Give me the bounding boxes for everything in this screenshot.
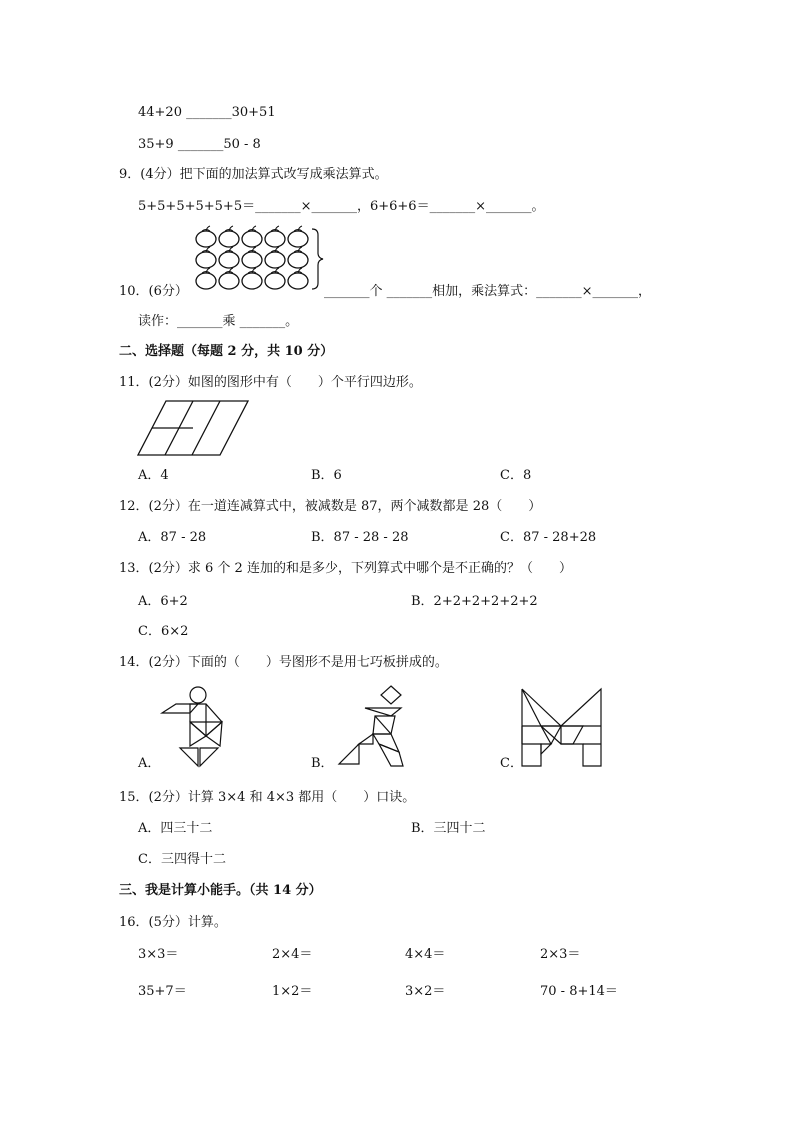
q13-stem: 13．(2分）求 6 个 2 连加的和是多少，下列算式中哪个是不正确的？（ ） (119, 561, 572, 576)
tangram-figure-b (335, 686, 407, 768)
q14-stem: 14．(2分）下面的（ ）号图形不是用七巧板拼成的。 (119, 655, 448, 670)
parallelogram-figure (138, 400, 250, 456)
apple-icon (288, 268, 308, 289)
apple-icon (288, 226, 308, 247)
q16-r1-c3: 4×4＝ (405, 947, 446, 962)
q12-option-b[interactable]: B．87 - 28 - 28 (311, 530, 409, 545)
apple-icon (196, 268, 216, 289)
q15-stem: 15．(2分）计算 3×4 和 4×3 都用（ ）口诀。 (119, 790, 416, 805)
q11-option-b[interactable]: B．6 (311, 468, 342, 483)
q15-option-b[interactable]: B．三四十二 (411, 821, 486, 836)
apple-icon (265, 268, 285, 289)
q16-r2-c4: 70 - 8+14＝ (540, 984, 618, 999)
q16-r2-c1: 35+7＝ (138, 984, 187, 999)
section-2-heading: 二、选择题（每题 2 分，共 10 分） (119, 344, 334, 359)
apple-icon (196, 226, 216, 247)
q16-stem: 16．(5分）计算。 (119, 915, 227, 930)
q11-option-a[interactable]: A．4 (138, 468, 169, 483)
q16-r1-c1: 3×3＝ (138, 947, 179, 962)
tangram-figure-a (160, 686, 226, 768)
q10-line-1: _______个 _______相加，乘法算式：_______×_______， (324, 284, 652, 299)
q10-line-2: 读作：_______乘 _______。 (138, 314, 299, 329)
q13-option-c[interactable]: C．6×2 (138, 624, 189, 639)
apple-icon (242, 226, 262, 247)
q8-line-2: 35+9 _______50 - 8 (138, 137, 261, 152)
q15-option-c[interactable]: C．三四得十二 (138, 852, 226, 867)
q15-option-a[interactable]: A．四三十二 (138, 821, 213, 836)
q16-r1-c2: 2×4＝ (272, 947, 313, 962)
q9-line: 5+5+5+5+5+5＝_______×_______，6+6+6＝_______×_______。 (138, 199, 545, 214)
apple-icon (242, 247, 262, 268)
q12-stem: 12．(2分）在一道连减算式中，被减数是 87，两个减数都是 28（ ） (119, 499, 542, 514)
apple-icon (219, 247, 239, 268)
q13-option-a[interactable]: A．6+2 (138, 594, 188, 609)
q14-option-c[interactable]: C． (500, 756, 523, 771)
q12-option-c[interactable]: C．87 - 28+28 (500, 530, 597, 545)
apple-icon (196, 247, 216, 268)
q14-option-a[interactable]: A． (138, 756, 161, 771)
q16-r2-c3: 3×2＝ (405, 984, 446, 999)
q10-stem: 10．(6分） (119, 284, 188, 299)
apple-icon (219, 268, 239, 289)
q16-r1-c4: 2×3＝ (540, 947, 581, 962)
q9-stem: 9．(4分）把下面的加法算式改写成乘法算式。 (119, 167, 388, 182)
q12-option-a[interactable]: A．87 - 28 (138, 530, 207, 545)
tangram-figure-c (521, 688, 603, 768)
apple-icon (265, 226, 285, 247)
apple-icon (242, 268, 262, 289)
brace-icon (312, 229, 323, 289)
q16-r2-c2: 1×2＝ (272, 984, 313, 999)
q11-stem: 11．(2分）如图的图形中有（ ）个平行四边形。 (119, 375, 422, 390)
apple-icon (265, 247, 285, 268)
section-3-heading: 三、我是计算小能手。（共 14 分） (119, 883, 322, 898)
apples-figure (194, 227, 324, 293)
apple-icon (288, 247, 308, 268)
q11-option-c[interactable]: C．8 (500, 468, 532, 483)
apple-icon (219, 226, 239, 247)
q14-option-b[interactable]: B． (311, 756, 334, 771)
q13-option-b[interactable]: B．2+2+2+2+2+2 (411, 594, 538, 609)
q8-line-1: 44+20 _______30+51 (138, 105, 276, 120)
